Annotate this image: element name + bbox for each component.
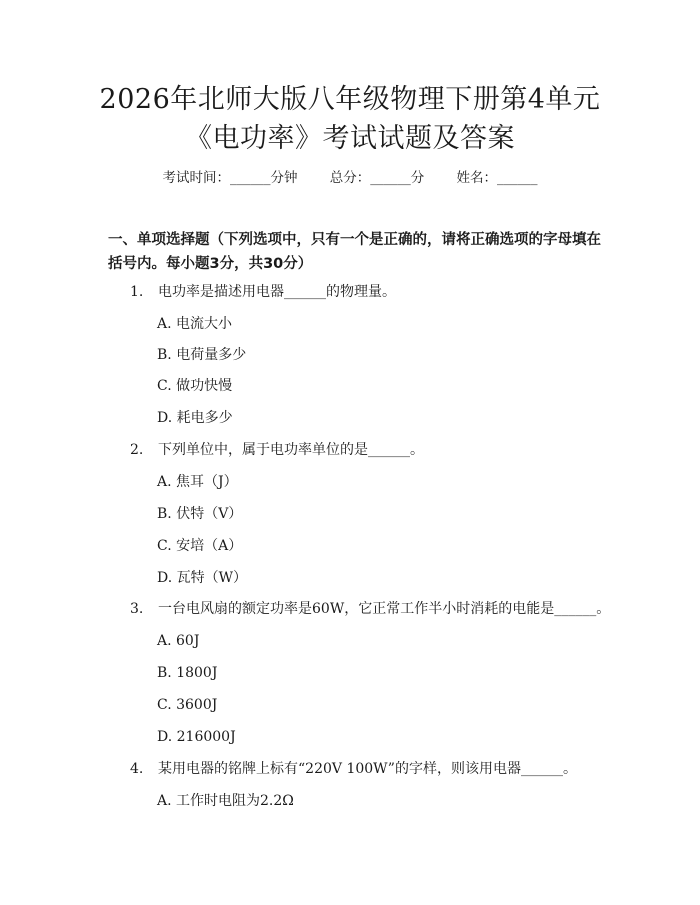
question-1 — [130, 282, 396, 302]
question-text: 一台电风扇的额定功率是60W，它正常工作半小时消耗的电能是______。 — [158, 601, 611, 617]
option-3b: B. 1800J — [157, 665, 218, 681]
question-text: 电功率是描述用电器______的物理量。 — [158, 284, 396, 300]
option-1b: B. 电荷量多少 — [157, 347, 247, 363]
option-2a: A. 焦耳（J） — [157, 474, 238, 490]
question-number: 1. — [130, 284, 144, 300]
option-2b: B. 伏特（V） — [157, 506, 243, 522]
exam-total-score: 总分：______分 — [329, 170, 425, 186]
question-text: 下列单位中，属于电功率单位的是______。 — [158, 442, 424, 458]
question-4 — [130, 759, 577, 779]
option-2c: C. 安培（A） — [157, 538, 243, 554]
question-number: 4. — [130, 761, 144, 777]
question-3 — [130, 599, 610, 619]
question-text: 某用电器的铭牌上标有“220V 100W”的字样，则该用电器______。 — [158, 761, 577, 777]
question-number: 3. — [130, 601, 144, 617]
question-number: 2. — [130, 442, 144, 458]
option-4a: A. 工作时电阻为2.2Ω — [157, 793, 294, 809]
document-title-line-1: 2026年北师大版八年级物理下册第4单元 — [99, 84, 601, 115]
option-1a: A. 电流大小 — [157, 316, 233, 332]
option-2d: D. 瓦特（W） — [157, 570, 248, 586]
document-title-line-2: 《电功率》考试试题及答案 — [185, 123, 515, 154]
section-heading: 一、单项选择题（下列选项中，只有一个是正确的，请将正确选项的字母填在括号内。每小题3分，共30分） — [108, 232, 601, 272]
exam-meta — [0, 169, 700, 187]
option-3a: A. 60J — [157, 633, 200, 649]
exam-time: 考试时间：______分钟 — [162, 170, 298, 186]
option-3c: C. 3600J — [157, 697, 218, 713]
question-2 — [130, 440, 424, 460]
option-1c: C. 做功快慢 — [157, 378, 233, 394]
student-name: 姓名：______ — [456, 170, 538, 186]
option-3d: D. 216000J — [157, 729, 236, 745]
option-1d: D. 耗电多少 — [157, 410, 233, 426]
